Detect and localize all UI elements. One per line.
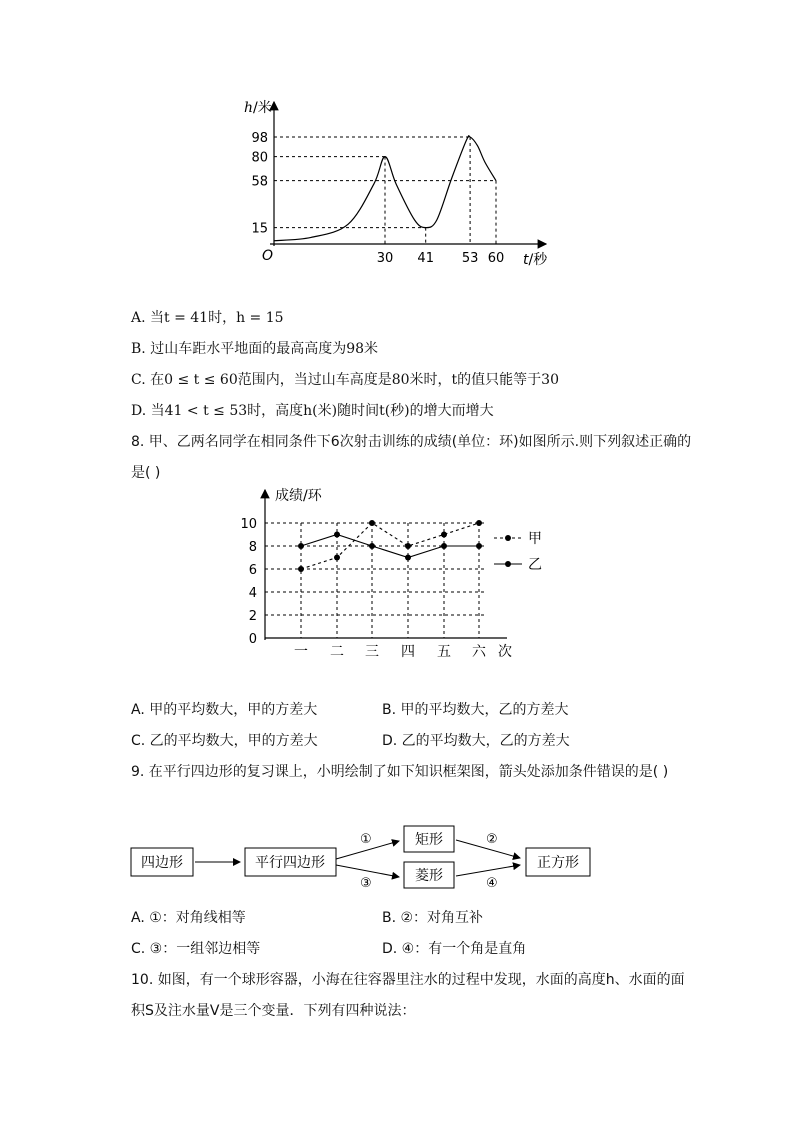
q7-option-a[interactable]: A. 当t = 41时，h = 15 xyxy=(131,310,284,326)
height-time-chart xyxy=(0,0,794,290)
y-axis-label: 成绩/环 xyxy=(275,488,322,504)
q9-option-a[interactable]: A. ①：对角线相等 xyxy=(131,910,246,926)
y-tick-80: 80 xyxy=(251,150,268,166)
y-tick-6: 6 xyxy=(248,563,257,578)
y-axis-label: h/米 xyxy=(244,100,272,116)
q7-option-c[interactable]: C. 在0 ≤ t ≤ 60范围内，当过山车高度是80米时，t的值只能等于30 xyxy=(131,372,559,388)
q9-option-b[interactable]: B. ②：对角互补 xyxy=(382,910,484,926)
svg-text:②: ② xyxy=(486,832,498,847)
point-0-4 xyxy=(441,532,447,538)
point-1-5 xyxy=(476,543,482,549)
y-tick-98: 98 xyxy=(251,131,268,146)
x-axis-label: 次 xyxy=(498,644,512,660)
svg-text:正方形: 正方形 xyxy=(537,855,579,871)
y-tick-4: 4 xyxy=(248,586,257,601)
origin-label: O xyxy=(262,248,274,264)
svg-text:矩形: 矩形 xyxy=(415,832,443,848)
x-axis-label: t/秒 xyxy=(523,252,548,268)
x-tick-30: 30 xyxy=(376,251,394,266)
q8-stem-line2: 是( ) xyxy=(131,465,161,481)
legend-yi: 乙 xyxy=(528,557,542,573)
x-tick-0: 一 xyxy=(294,644,308,660)
q8-option-b[interactable]: B. 甲的平均数大，乙的方差大 xyxy=(382,702,569,718)
grid-lines xyxy=(265,523,484,638)
point-1-4 xyxy=(441,543,447,549)
point-0-2 xyxy=(369,520,375,526)
q8-option-c[interactable]: C. 乙的平均数大，甲的方差大 xyxy=(131,733,318,749)
q7-option-d[interactable]: D. 当41 < t ≤ 53时，高度h(米)随时间t(秒)的增大而增大 xyxy=(131,403,494,419)
tick-labels xyxy=(251,131,504,266)
q8-option-d[interactable]: D. 乙的平均数大，乙的方差大 xyxy=(382,733,570,749)
point-0-0 xyxy=(298,566,304,572)
legend-jia: 甲 xyxy=(528,531,542,547)
x-tick-5: 六 xyxy=(472,644,486,660)
x-tick-1: 二 xyxy=(330,644,344,660)
shooting-scores-chart xyxy=(0,478,794,678)
svg-text:③: ③ xyxy=(360,876,372,891)
y-tick-10: 10 xyxy=(240,517,257,532)
q8-stem-line1: 8. 甲、乙两名同学在相同条件下6次射击训练的成绩(单位：环)如图所示.则下列叙述正确的 xyxy=(131,434,692,450)
point-1-1 xyxy=(334,532,340,538)
q10-stem-line2: 积S及注水量V是三个变量．下列有四种说法： xyxy=(131,1003,416,1019)
q7-option-b[interactable]: B. 过山车距水平地面的最高高度为98米 xyxy=(131,341,379,357)
q10-stem-line1: 10. 如图，有一个球形容器，小海在往容器里注水的过程中发现，水面的高度h、水面的面 xyxy=(131,972,685,988)
svg-text:四边形: 四边形 xyxy=(141,855,183,871)
point-1-2 xyxy=(369,543,375,549)
quadrilateral-framework-diagram xyxy=(0,815,794,905)
x-tick-2: 三 xyxy=(365,644,379,660)
q9-option-d[interactable]: D. ④：有一个角是直角 xyxy=(382,941,527,957)
q8-option-a[interactable]: A. 甲的平均数大，甲的方差大 xyxy=(131,702,318,718)
q9-stem: 9. 在平行四边形的复习课上，小明绘制了如下知识框架图，箭头处添加条件错误的是( ) xyxy=(131,764,669,780)
x-tick-53: 53 xyxy=(461,251,479,266)
point-0-1 xyxy=(334,555,340,561)
y-tick-2: 2 xyxy=(248,609,257,624)
y-tick-15: 15 xyxy=(251,221,268,237)
x-tick-60: 60 xyxy=(487,251,505,266)
x-tick-41: 41 xyxy=(417,251,434,266)
svg-text:④: ④ xyxy=(486,876,498,891)
svg-text:菱形: 菱形 xyxy=(415,868,443,884)
guide-lines xyxy=(274,137,496,244)
point-1-0 xyxy=(298,543,304,549)
svg-text:①: ① xyxy=(360,832,372,847)
y-tick-0: 0 xyxy=(248,632,257,647)
svg-text:平行四边形: 平行四边形 xyxy=(255,855,325,871)
y-tick-58: 58 xyxy=(251,174,268,190)
x-tick-3: 四 xyxy=(401,644,415,660)
legend xyxy=(494,531,542,573)
point-1-3 xyxy=(405,555,411,561)
q9-option-c[interactable]: C. ③：一组邻边相等 xyxy=(131,941,261,957)
x-tick-4: 五 xyxy=(437,644,451,660)
point-0-5 xyxy=(476,520,482,526)
y-tick-8: 8 xyxy=(248,540,257,555)
point-0-3 xyxy=(405,543,411,549)
